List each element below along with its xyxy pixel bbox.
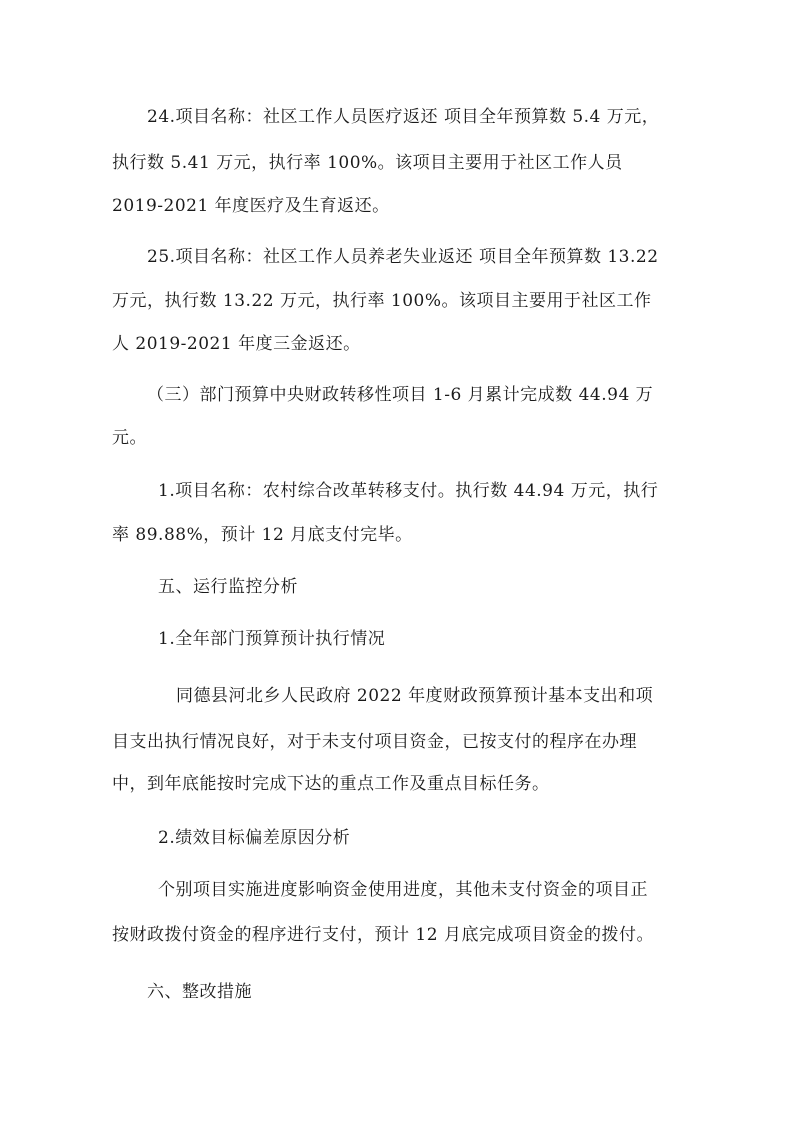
subsection-2-paragraph-line-2: 按财政拨付资金的程序进行支付，预计 12 月底完成项目资金的拨付。 — [112, 925, 654, 945]
section-3-heading-line-2: 元。 — [112, 428, 147, 448]
subsection-1-paragraph-line-2: 目支出执行情况良好，对于未支付项目资金，已按支付的程序在办理 — [112, 732, 637, 752]
subsection-2-heading: 2.绩效目标偏差原因分析 — [158, 828, 351, 848]
section-5-heading: 五、运行监控分析 — [158, 577, 298, 597]
subsection-2-paragraph-line-1: 个别项目实施进度影响资金使用进度，其他未支付资金的项目正 — [158, 880, 648, 900]
paragraph-24-line-2: 执行数 5.41 万元，执行率 100%。该项目主要用于社区工作人员 — [112, 153, 623, 173]
paragraph-24-line-3: 2019-2021 年度医疗及生育返还。 — [112, 196, 390, 216]
subsection-1-paragraph-line-3: 中，到年底能按时完成下达的重点工作及重点目标任务。 — [112, 774, 550, 794]
item-1-line-1: 1.项目名称：农村综合改革转移支付。执行数 44.94 万元，执行 — [158, 481, 659, 501]
paragraph-25-line-2: 万元，执行数 13.22 万元，执行率 100%。该项目主要用于社区工作 — [112, 291, 652, 311]
section-6-heading: 六、整改措施 — [147, 982, 252, 1002]
subsection-1-heading: 1.全年部门预算预计执行情况 — [158, 629, 386, 649]
section-3-heading-line-1: （三）部门预算中央财政转移性项目 1-6 月累计完成数 44.94 万 — [147, 385, 654, 405]
paragraph-24-line-1: 24.项目名称：社区工作人员医疗返还 项目全年预算数 5.4 万元， — [147, 107, 660, 127]
paragraph-25-line-1: 25.项目名称：社区工作人员养老失业返还 项目全年预算数 13.22 — [147, 247, 659, 267]
subsection-1-paragraph-line-1: 同德县河北乡人民政府 2022 年度财政预算预计基本支出和项 — [176, 686, 654, 706]
item-1-line-2: 率 89.88%，预计 12 月底支付完毕。 — [112, 525, 413, 545]
paragraph-25-line-3: 人 2019-2021 年度三金返还。 — [112, 334, 361, 354]
